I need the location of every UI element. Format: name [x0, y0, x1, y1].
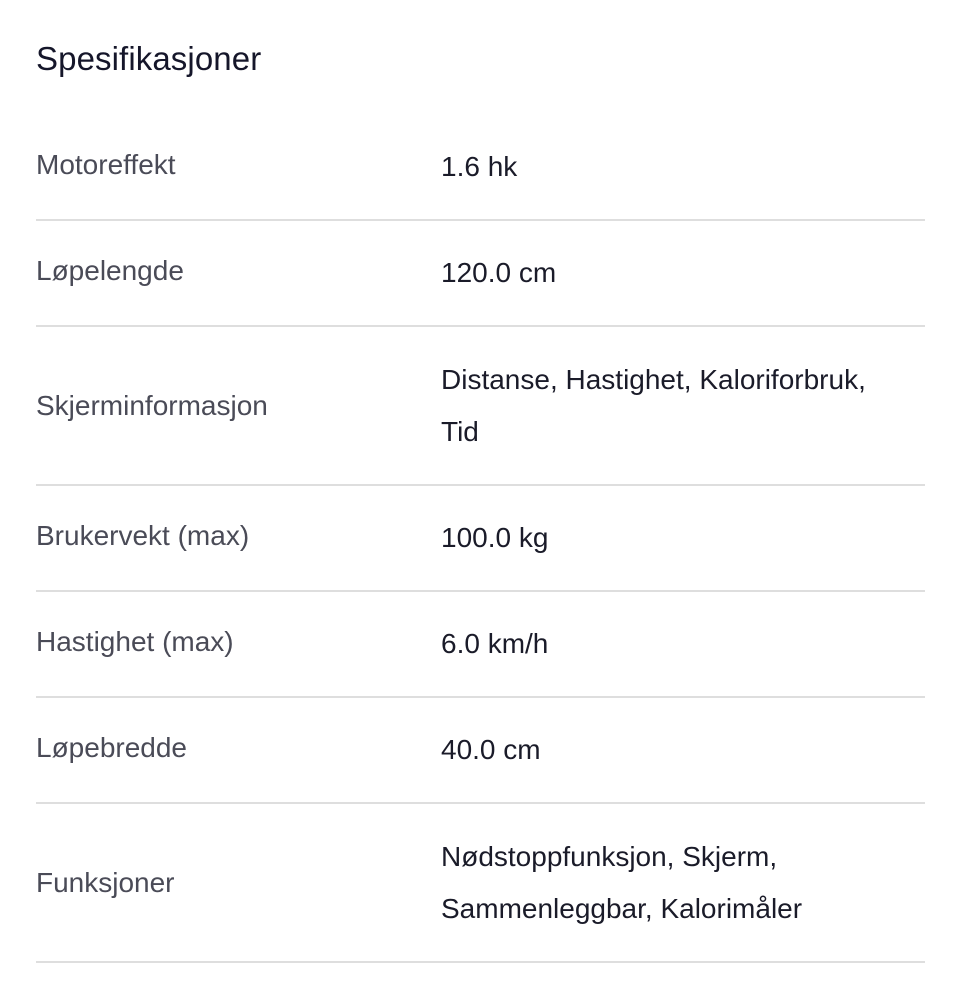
spec-value: 120.0 cm: [441, 257, 557, 288]
specifications-table: [36, 115, 925, 963]
spec-label: Hastighet (max): [36, 626, 234, 657]
spec-label: Skjerminformasjon: [36, 389, 268, 421]
spec-row-features: [36, 804, 925, 963]
spec-value: 1.6 hk: [441, 151, 518, 182]
spec-label: Funksjoner: [36, 866, 175, 898]
spec-value: 100.0 kg: [441, 522, 549, 553]
spec-value-line: Sammenleggbar, Kalorimåler: [441, 892, 803, 924]
spec-value: [441, 354, 925, 458]
spec-value: 6.0 km/h: [441, 628, 549, 659]
spec-label: Løpelengde: [36, 255, 184, 286]
spec-value: 40.0 cm: [441, 734, 541, 765]
spec-value-line: Distanse, Hastighet, Kaloriforbruk,: [441, 363, 866, 395]
spec-row-motor-power: [36, 115, 925, 221]
spec-row-user-weight: [36, 486, 925, 592]
spec-value-line: Tid: [441, 415, 479, 447]
spec-label: Løpebredde: [36, 732, 188, 763]
spec-row-running-width: [36, 698, 925, 804]
spec-row-max-speed: [36, 592, 925, 698]
spec-value: [441, 831, 925, 935]
spec-label: Motoreffekt: [36, 149, 176, 180]
spec-value-line: Nødstoppfunksjon, Skjerm,: [441, 840, 778, 872]
spec-label: Brukervekt (max): [36, 520, 250, 551]
spec-row-display-info: [36, 327, 925, 486]
spec-row-running-length: [36, 221, 925, 327]
specifications-title: Spesifikasjoner: [36, 40, 262, 77]
